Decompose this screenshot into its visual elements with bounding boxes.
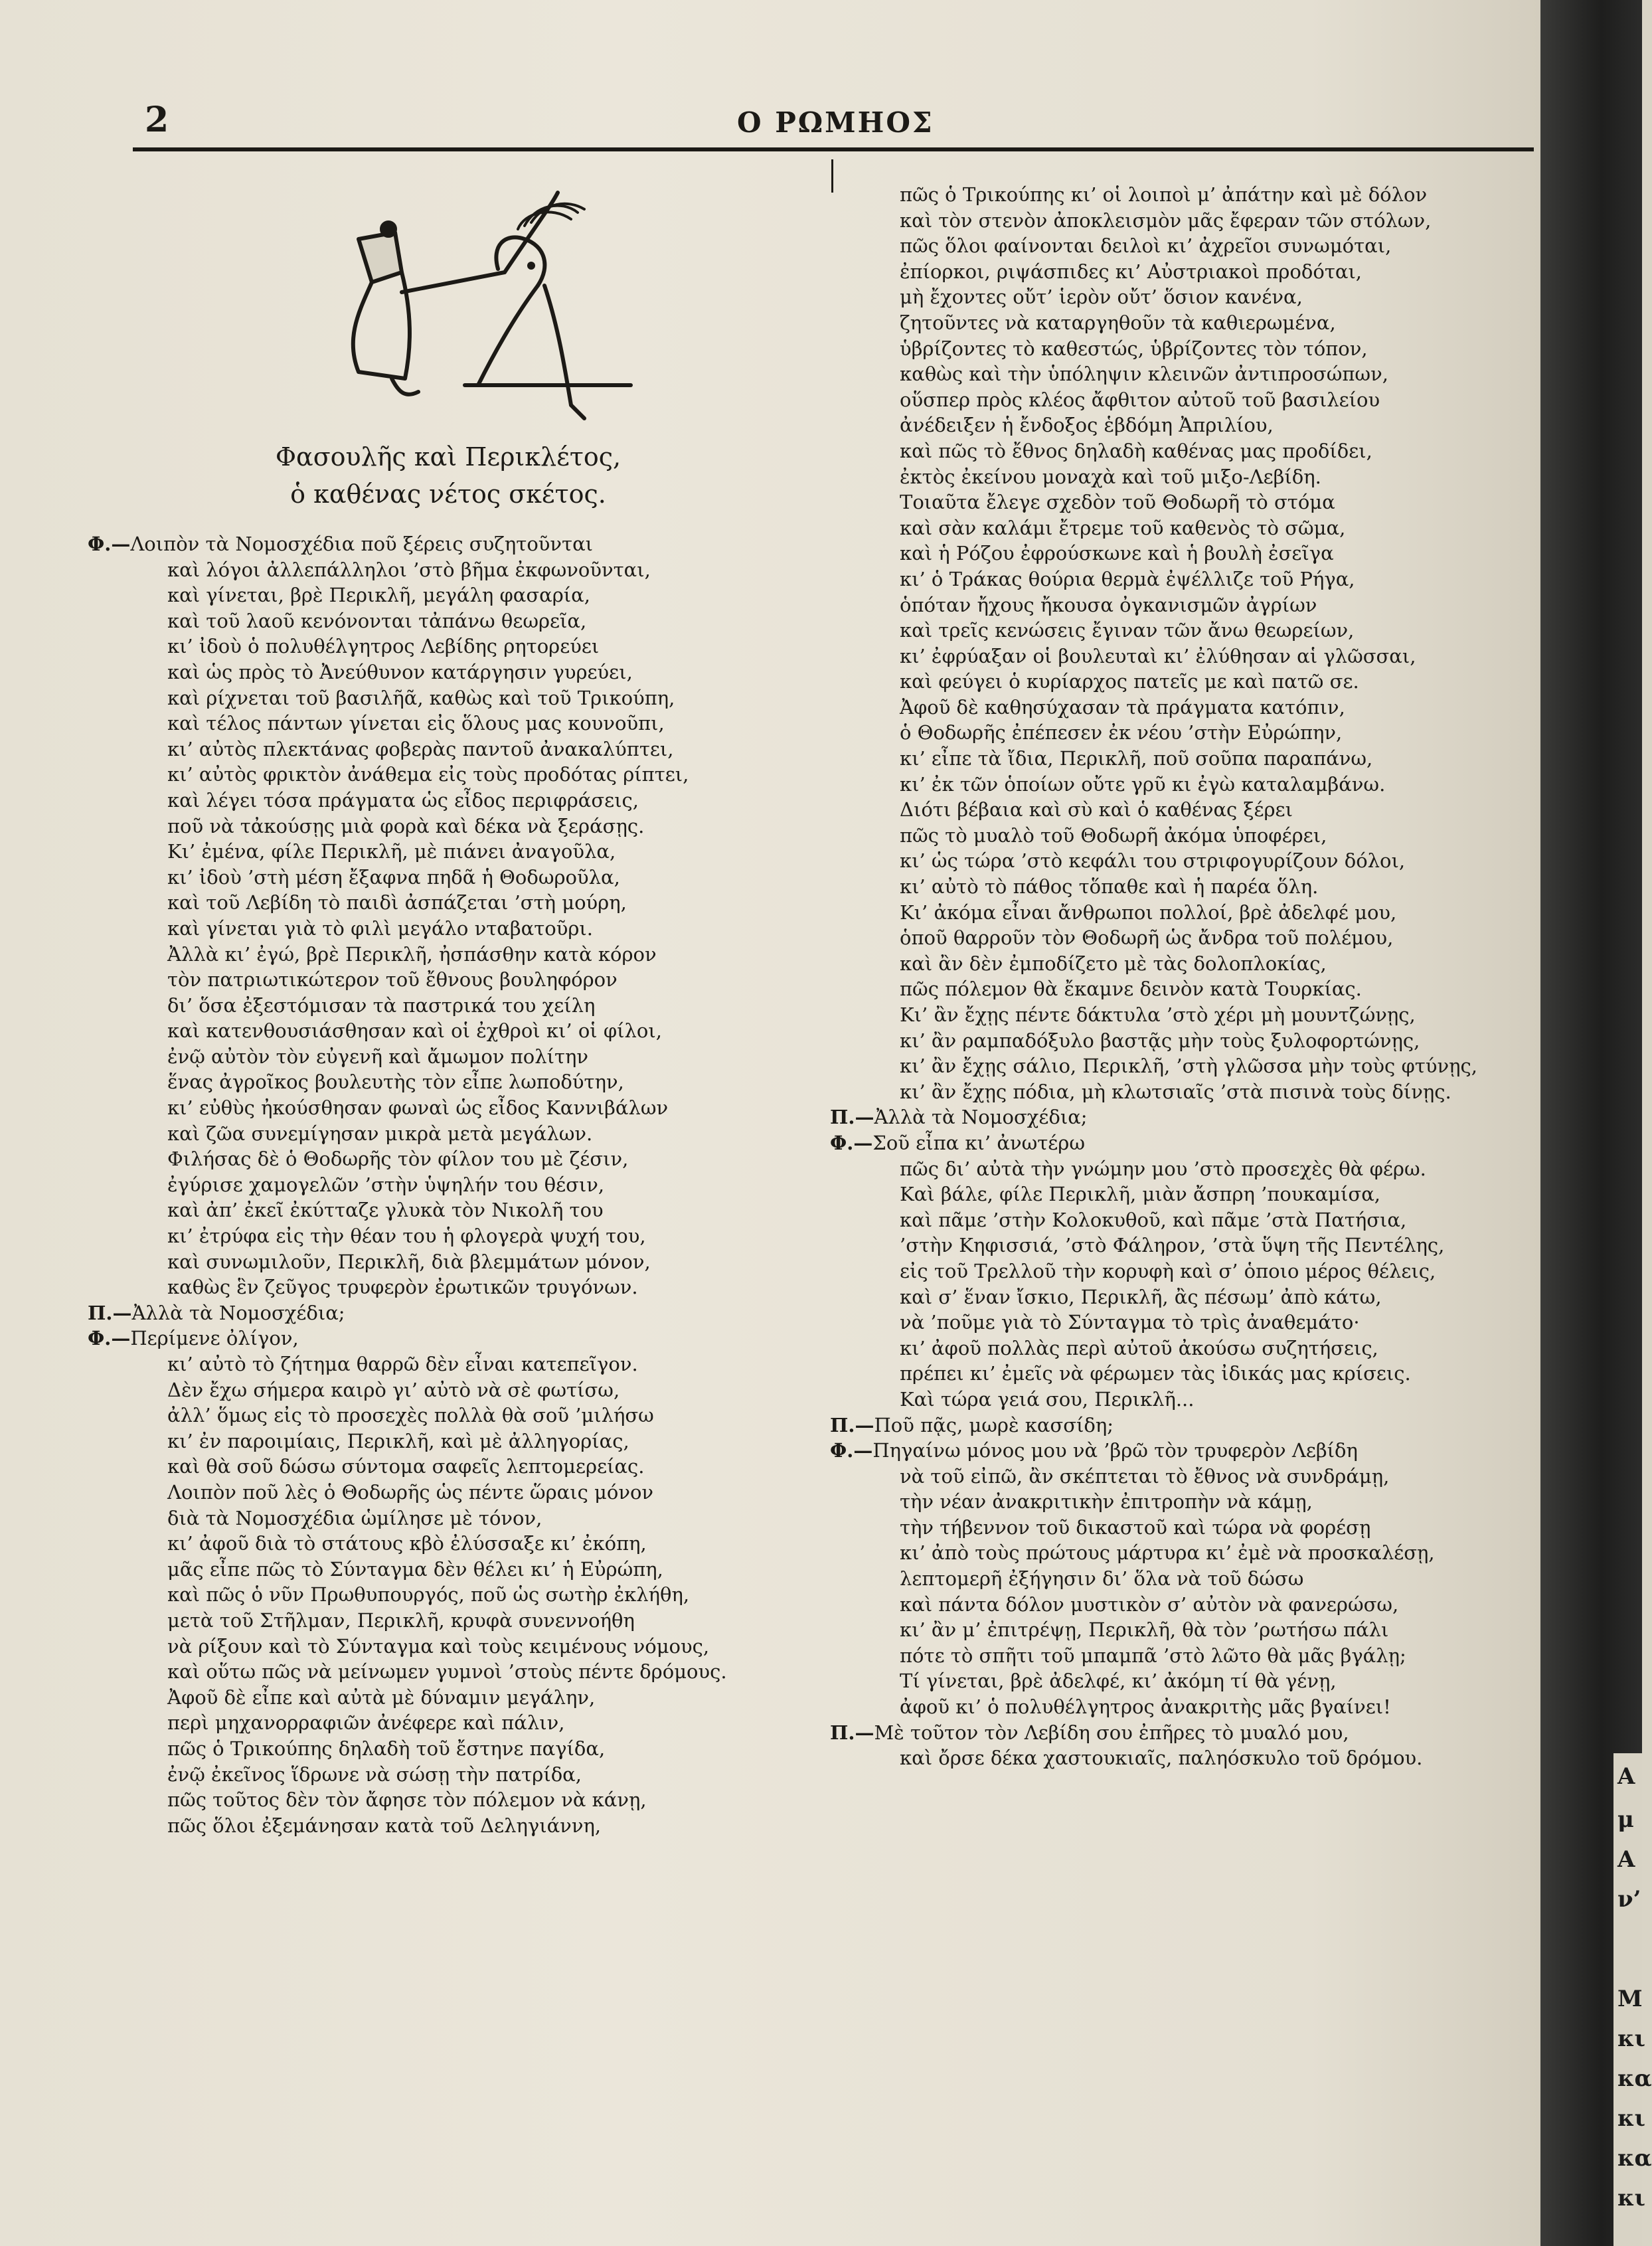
verse-line bbox=[830, 669, 1477, 695]
verse-line bbox=[830, 1181, 1477, 1207]
verse-line bbox=[88, 1506, 727, 1531]
verse-line bbox=[88, 608, 727, 634]
verse-line bbox=[830, 1002, 1477, 1028]
verse-text: ἐκτὸς ἐκείνου μοναχὰ καὶ τοῦ μιξο-Λεβίδη. bbox=[900, 465, 1321, 488]
verse-text: κι’ ὡς τώρα ’στὸ κεφάλι του στριφογυρίζουν δόλοι, bbox=[900, 849, 1406, 873]
verse-text: κι’ ἂν ἔχῃς σάλιο, Περικλῆ, ’στὴ γλῶσσα μὴν τοὺς φτύνῃς, bbox=[900, 1055, 1477, 1078]
verse-line bbox=[88, 1351, 727, 1377]
verse-text: μᾶς εἶπε πῶς τὸ Σύνταγμα δὲν θέλει κι’ ἡ Εὐρώπη, bbox=[167, 1557, 663, 1581]
speaker-label: Π.— bbox=[88, 1301, 132, 1324]
verse-text: ὁπόταν ἤχους ἤκουσα ὀγκανισμῶν ἀγρίων bbox=[900, 593, 1317, 616]
verse-line bbox=[830, 772, 1477, 798]
verse-text: ὁποῦ θαρροῦν τὸν Θοδωρῆ ὡς ἄνδρα τοῦ πολέμου, bbox=[900, 926, 1394, 950]
verse-line bbox=[830, 259, 1477, 285]
verse-text: Ποῦ πᾷς, μωρὲ κασσίδη; bbox=[874, 1413, 1114, 1436]
verse-line bbox=[830, 1233, 1477, 1258]
verse-line bbox=[830, 618, 1477, 644]
verse-text: πῶς δι’ αὐτὰ τὴν γνώμην μου ’στὸ προσεχὲς θὰ φέρω. bbox=[900, 1157, 1426, 1180]
verse-line bbox=[830, 1566, 1477, 1592]
verse-line bbox=[830, 566, 1477, 592]
verse-line bbox=[830, 1156, 1477, 1182]
verse-line bbox=[88, 1557, 727, 1583]
verse-text: καὶ τέλος πάντων γίνεται εἰς ὅλους μας κουνοῦπι, bbox=[167, 712, 665, 735]
left-column bbox=[88, 531, 727, 1838]
verse-line bbox=[88, 942, 727, 968]
verse-line bbox=[830, 1207, 1477, 1233]
verse-line bbox=[830, 1438, 1477, 1464]
verse-text: καὶ ὡς πρὸς τὸ Ἀνεύθυνον κατάργησιν γυρεύει, bbox=[167, 660, 633, 683]
verse-text: νὰ τοῦ εἰπῶ, ἂν σκέπτεται τὸ ἔθνος νὰ συνδράμῃ, bbox=[900, 1464, 1390, 1488]
verse-line bbox=[830, 208, 1477, 234]
edge-fragment: κι bbox=[1617, 2026, 1645, 2052]
verse-line bbox=[830, 1130, 1477, 1156]
verse-text: κι’ ἂν ραμπαδόξυλο βαστᾷς μὴν τοὺς ξυλοφορτώνῃς, bbox=[900, 1029, 1420, 1052]
verse-text: κι’ αὐτὸς πλεκτάνας φοβερὰς παντοῦ ἀνακαλύπτει, bbox=[167, 737, 674, 760]
verse-line bbox=[88, 967, 727, 993]
verse-text: κι’ ἂν μ’ ἐπιτρέψῃ, Περικλῆ, θὰ τὸν ’ρωτήσω πάλι bbox=[900, 1618, 1389, 1642]
verse-line bbox=[88, 1428, 727, 1454]
verse-text: καὶ κατενθουσιάσθησαν καὶ οἱ ἐχθροὶ κι’ οἱ φίλοι, bbox=[167, 1019, 662, 1043]
verse-line bbox=[830, 233, 1477, 259]
verse-line bbox=[830, 1387, 1477, 1413]
verse-text: Φιλήσας δὲ ὁ Θοδωρῆς τὸν φίλον του μὲ ζέσιν, bbox=[167, 1148, 629, 1171]
verse-text: Δὲν ἔχω σήμερα καιρὸ γι’ αὐτὸ νὰ σὲ φωτίσω, bbox=[167, 1378, 620, 1401]
verse-text: πῶς ὁ Τρικούπης δηλαδὴ τοῦ ἔστηνε παγίδα, bbox=[167, 1737, 606, 1760]
verse-line bbox=[830, 1336, 1477, 1361]
verse-text: Λοιπὸν τὰ Νομοσχέδια ποῦ ξέρεις συζητοῦνται bbox=[130, 533, 594, 555]
verse-text: καθὼς ἓν ζεῦγος τρυφερὸν ἐρωτικῶν τρυγόνων. bbox=[167, 1276, 638, 1299]
verse-line bbox=[88, 814, 727, 839]
edge-fragment: κι bbox=[1617, 2105, 1645, 2132]
right-column bbox=[830, 182, 1477, 1771]
verse-line bbox=[830, 951, 1477, 977]
verse-line bbox=[88, 531, 727, 557]
speaker-label: Π.— bbox=[830, 1721, 874, 1744]
speaker-label: Π.— bbox=[830, 1413, 874, 1436]
verse-text: Τί γίνεται, βρὲ ἀδελφέ, κι’ ἀκόμη τί θὰ γένῃ, bbox=[900, 1670, 1337, 1693]
verse-text: Λοιπὸν ποῦ λὲς ὁ Θοδωρῆς ὡς πέντε ὥραις μόνον bbox=[167, 1480, 654, 1504]
verse-text: κι’ αὐτὸ τὸ ζήτημα θαρρῶ δὲν εἶναι κατεπεῖγον. bbox=[167, 1353, 638, 1375]
verse-text: Πηγαίνω μόνος μου νὰ ’βρῶ τὸν τρυφερὸν Λεβίδη bbox=[872, 1439, 1358, 1462]
verse-line bbox=[88, 1685, 727, 1711]
verse-line bbox=[88, 1582, 727, 1608]
verse-line bbox=[88, 1377, 727, 1403]
verse-text: Διότι βέβαια καὶ σὺ καὶ ὁ καθένας ξέρει bbox=[900, 798, 1293, 821]
verse-line bbox=[88, 1095, 727, 1121]
speaker-label: Π.— bbox=[830, 1106, 874, 1129]
verse-line bbox=[830, 438, 1477, 464]
verse-text: ἐνῷ ἐκεῖνος ἵδρωνε νὰ σώσῃ τὴν πατρίδα, bbox=[167, 1763, 582, 1786]
verse-text: μετὰ τοῦ Στῆλμαν, Περικλῆ, κρυφὰ συνεννοήθη bbox=[167, 1608, 635, 1632]
verse-text: ζητοῦντες νὰ καταργηθοῦν τὰ καθιερωμένα, bbox=[900, 311, 1336, 334]
verse-line bbox=[88, 736, 727, 762]
verse-line bbox=[88, 839, 727, 865]
verse-line bbox=[830, 1720, 1477, 1746]
verse-line bbox=[88, 582, 727, 608]
verse-text: ὑβρίζοντες τὸ καθεστώς, ὑβρίζοντες τὸν τόπον, bbox=[900, 337, 1368, 360]
verse-text: λεπτομερῆ ἐξήγησιν δι’ ὅλα νὰ τοῦ δώσω bbox=[900, 1567, 1304, 1591]
verse-text: καὶ πῶς ὁ νῦν Πρωθυπουργός, ποῦ ὡς σωτὴρ ἐκλήθη, bbox=[167, 1583, 690, 1606]
verse-line bbox=[830, 1079, 1477, 1105]
verse-line bbox=[88, 659, 727, 685]
verse-line bbox=[830, 1258, 1477, 1284]
verse-line bbox=[88, 1480, 727, 1506]
verse-text: νὰ ’ποῦμε γιὰ τὸ Σύνταγμα τὸ τρὶς ἀναθεμάτο· bbox=[900, 1311, 1360, 1334]
verse-text: Κι’ ἐμένα, φίλε Περικλῆ, μὲ πιάνει ἀναγοῦλα, bbox=[167, 840, 616, 863]
verse-line bbox=[830, 1028, 1477, 1054]
verse-line bbox=[830, 489, 1477, 515]
verse-text: ἐνῷ αὐτὸν τὸν εὐγενῆ καὶ ἄμωμον πολίτην bbox=[167, 1045, 589, 1068]
speaker-label: Φ.— bbox=[88, 533, 131, 555]
verse-line bbox=[830, 1053, 1477, 1079]
verse-text: πῶς ὅλοι φαίνονται δειλοὶ κι’ ἀχρεῖοι συνωμόται, bbox=[900, 234, 1392, 258]
edge-fragment: ν’ bbox=[1617, 1886, 1641, 1913]
verse-text: δι’ ὅσα ἐξεστόμισαν τὰ παστρικά του χείλη bbox=[167, 993, 596, 1017]
verse-text: καὶ ζῶα συνεμίγησαν μικρὰ μετὰ μεγάλων. bbox=[167, 1122, 593, 1145]
verse-line bbox=[830, 823, 1477, 849]
verse-line bbox=[88, 1121, 727, 1147]
verse-line bbox=[830, 848, 1477, 874]
verse-line bbox=[830, 1540, 1477, 1566]
verse-text: Σοῦ εἶπα κι’ ἀνωτέρω bbox=[872, 1131, 1085, 1154]
verse-line bbox=[830, 746, 1477, 772]
verse-line bbox=[830, 644, 1477, 669]
verse-line bbox=[830, 361, 1477, 387]
verse-text: καὶ λόγοι ἀλλεπάλληλοι ’στὸ βῆμα ἐκφωνοῦνται, bbox=[167, 558, 651, 581]
verse-text: Περίμενε ὀλίγον, bbox=[130, 1327, 299, 1350]
cartoon-caption bbox=[259, 438, 637, 513]
verse-text: κι’ αὐτὸ τὸ πάθος τὅπαθε καὶ ἡ παρέα ὅλη. bbox=[900, 875, 1319, 899]
verse-text: κι’ ἀφοῦ διὰ τὸ στάτους κβὸ ἐλύσσαξε κι’ ἐκόπη, bbox=[167, 1532, 647, 1555]
newspaper-title: Ο ΡΩΜΗΟΣ bbox=[737, 106, 934, 139]
verse-line bbox=[88, 762, 727, 788]
verse-text: κι’ ἀφοῦ πολλὰς περὶ αὐτοῦ ἀκούσω συζητήσεις, bbox=[900, 1336, 1378, 1359]
verse-line bbox=[88, 1326, 727, 1351]
verse-line bbox=[830, 695, 1477, 721]
verse-text: καὶ ρίχνεται τοῦ βασιλῆᾶ, καθὼς καὶ τοῦ Τρικούπη, bbox=[167, 686, 675, 709]
verse-line bbox=[830, 976, 1477, 1002]
verse-text: διὰ τὰ Νομοσχέδια ὡμίλησε μὲ τόνον, bbox=[167, 1506, 542, 1529]
verse-text: ἐγύρισε χαμογελῶν ’στὴν ὑψηλήν του θέσιν, bbox=[167, 1173, 605, 1196]
verse-line bbox=[88, 685, 727, 711]
verse-line bbox=[830, 310, 1477, 336]
verse-text: κι’ ἰδοὺ ’στὴ μέση ἔξαφνα πηδᾶ ἡ Θοδωροῦλα, bbox=[167, 865, 620, 889]
verse-line bbox=[88, 1044, 727, 1070]
verse-line bbox=[88, 1659, 727, 1685]
verse-text: οὕσπερ πρὸς κλέος ἄφθιτον αὐτοῦ τοῦ βασιλείου bbox=[900, 388, 1380, 411]
verse-line bbox=[88, 1146, 727, 1172]
verse-line bbox=[830, 1592, 1477, 1618]
verse-text: καὶ ἂν δὲν ἐμποδίζετο μὲ τὰς δολοπλοκίας, bbox=[900, 952, 1327, 975]
edge-fragment: μ bbox=[1617, 1806, 1634, 1833]
verse-text: καὶ γίνεται, βρὲ Περικλῆ, μεγάλη φασαρία, bbox=[167, 584, 590, 607]
verse-text: τὸν πατριωτικώτερον τοῦ ἔθνους βουληφόρον bbox=[167, 968, 618, 992]
verse-line bbox=[88, 1787, 727, 1813]
verse-text: πῶς τοῦτος δὲν τὸν ἄφησε τὸν πόλεμον νὰ κάνῃ, bbox=[167, 1788, 647, 1812]
verse-text: καὶ γίνεται γιὰ τὸ φιλὶ μεγάλο νταβατοῦρι. bbox=[167, 916, 593, 940]
verse-line bbox=[830, 1104, 1477, 1130]
verse-line bbox=[88, 557, 727, 583]
speaker-label: Φ.— bbox=[830, 1439, 873, 1462]
verse-line bbox=[88, 865, 727, 891]
verse-text: κι’ ἀπὸ τοὺς πρώτους μάρτυρα κι’ ἐμὲ νὰ προσκαλέσῃ, bbox=[900, 1541, 1435, 1565]
verse-line bbox=[830, 284, 1477, 310]
verse-text: ἕνας ἀγροῖκος βουλευτὴς τὸν εἶπε λωποδύτην, bbox=[167, 1071, 624, 1094]
verse-text: καὶ ἡ Ρόζου ἐφρούσκωνε καὶ ἡ βουλὴ ἐσεῖγα bbox=[900, 542, 1334, 565]
verse-line bbox=[830, 1617, 1477, 1643]
verse-text: κι’ εὐθὺς ἠκούσθησαν φωναὶ ὡς εἶδος Καννιβάλων bbox=[167, 1096, 669, 1120]
edge-fragment: Α bbox=[1617, 1763, 1635, 1790]
verse-line bbox=[88, 1018, 727, 1044]
verse-text: νὰ ρίξουν καὶ τὸ Σύνταγμα καὶ τοὺς κειμένους νόμους, bbox=[167, 1634, 710, 1658]
verse-line bbox=[830, 1489, 1477, 1515]
verse-line bbox=[88, 1274, 727, 1300]
verse-text: καὶ τὸν στενὸν ἀποκλεισμὸν μᾶς ἔφεραν τῶν στόλων, bbox=[900, 209, 1432, 232]
verse-line bbox=[830, 925, 1477, 951]
verse-line bbox=[830, 182, 1477, 208]
caption-line-1: Φασουλῆς καὶ Περικλέτος, bbox=[275, 442, 621, 472]
verse-text: ὁ Θοδωρῆς ἐπέπεσεν ἐκ νέου ’στὴν Εὐρώπην, bbox=[900, 721, 1343, 744]
verse-line bbox=[88, 1223, 727, 1249]
verse-line bbox=[88, 1172, 727, 1198]
verse-line bbox=[830, 592, 1477, 618]
verse-text: περὶ μηχανορραφιῶν ἀνέφερε καὶ πάλιν, bbox=[167, 1711, 565, 1735]
verse-line bbox=[88, 1197, 727, 1223]
verse-text: εἰς τοῦ Τρελλοῦ τὴν κορυφὴ καὶ σ’ ὁποιο μέρος θέλεις, bbox=[900, 1259, 1436, 1282]
verse-text: καὶ θὰ σοῦ δώσω σύντομα σαφεῖς λεπτομερείας. bbox=[167, 1455, 645, 1478]
verse-text: τὴν τήβεννον τοῦ δικαστοῦ καὶ τώρα νὰ φορέσῃ bbox=[900, 1515, 1371, 1539]
verse-text: κι’ ἐτρύφα εἰς τὴν θέαν του ἡ φλογερὰ ψυχή του, bbox=[167, 1225, 646, 1248]
verse-text: καὶ τοῦ λαοῦ κενόνονται τἀπάνω θεωρεῖα, bbox=[167, 609, 587, 632]
verse-text: Τοιαῦτα ἔλεγε σχεδὸν τοῦ Θοδωρῆ τὸ στόμα bbox=[900, 491, 1335, 514]
verse-line bbox=[830, 900, 1477, 926]
verse-text: καὶ συνωμιλοῦν, Περικλῆ, διὰ βλεμμάτων μόνον, bbox=[167, 1250, 651, 1273]
verse-text: ποῦ νὰ τἀκούσῃς μιὰ φορὰ καὶ δέκα νὰ ξεράσῃς. bbox=[167, 814, 645, 837]
verse-line bbox=[830, 1668, 1477, 1694]
verse-line bbox=[830, 464, 1477, 490]
verse-line bbox=[830, 1745, 1477, 1771]
verse-text: ἀφοῦ κι’ ὁ πολυθέλγητρος ἀνακριτὴς μᾶς βγαίνει! bbox=[900, 1695, 1391, 1719]
verse-line bbox=[88, 1608, 727, 1634]
page-number: 2 bbox=[145, 100, 169, 140]
verse-text: πῶς ὁ Τρικούπης κι’ οἱ λοιποὶ μ’ ἀπάτην καὶ μὲ δόλον bbox=[900, 183, 1428, 206]
verse-text: πότε τὸ σπῆτι τοῦ μπαμπᾶ ’στὸ λῶτο θὰ μᾶς βγάλῃ; bbox=[900, 1644, 1406, 1667]
verse-text: κι’ ἐφρύαξαν οἱ βουλευταὶ κι’ ἐλύθησαν αἱ γλῶσσαι, bbox=[900, 644, 1416, 667]
verse-line bbox=[88, 1813, 727, 1839]
edge-fragment: κα bbox=[1617, 2065, 1652, 2092]
edge-fragment: Μ bbox=[1617, 1986, 1643, 2012]
verse-text: κι’ ἂν ἔχῃς πόδια, μὴ κλωτσιαῖς ’στὰ πισινὰ τοὺς δίνῃς. bbox=[900, 1080, 1451, 1103]
verse-line bbox=[830, 1643, 1477, 1669]
caption-line-2: ὁ καθένας νέτος σκέτος. bbox=[290, 479, 606, 509]
verse-text: πρέπει κι’ ἐμεῖς νὰ φέρωμεν τὰς ἰδικάς μας κρίσεις. bbox=[900, 1362, 1411, 1385]
verse-line bbox=[88, 1531, 727, 1557]
verse-line bbox=[830, 874, 1477, 900]
verse-line bbox=[88, 890, 727, 916]
verse-text: καθὼς καὶ τὴν ὑπόληψιν κλεινῶν ἀντιπροσώπων, bbox=[900, 363, 1388, 386]
verse-line bbox=[830, 515, 1477, 541]
verse-text: κι’ ἐν παροιμίαις, Περικλῆ, καὶ μὲ ἀλληγορίας, bbox=[167, 1429, 629, 1452]
verse-line bbox=[88, 1249, 727, 1275]
edge-fragment: Α bbox=[1617, 1846, 1635, 1873]
verse-text: ἀνέδειξεν ἡ ἔνδοξος ἑβδόμη Ἀπριλίου, bbox=[900, 414, 1274, 437]
verse-text: καὶ λέγει τόσα πράγματα ὡς εἶδος περιφράσεις, bbox=[167, 788, 639, 812]
verse-text: Καὶ τώρα γειά σου, Περικλῆ... bbox=[900, 1387, 1195, 1411]
verse-text: Ἀλλὰ κι’ ἐγώ, βρὲ Περικλῆ, ἠσπάσθην κατὰ κόρον bbox=[167, 942, 657, 966]
verse-line bbox=[88, 634, 727, 659]
verse-line bbox=[88, 1762, 727, 1788]
header-rule bbox=[133, 147, 1534, 151]
verse-line bbox=[830, 1310, 1477, 1336]
verse-line bbox=[88, 916, 727, 942]
verse-text: καὶ πῶς τὸ ἔθνος δηλαδὴ καθένας μας προδίδει, bbox=[900, 439, 1372, 462]
edge-fragment: κι bbox=[1617, 2185, 1645, 2211]
verse-text: ἐπίορκοι, ριψάσπιδες κι’ Αὐστριακοὶ προδόται, bbox=[900, 260, 1363, 283]
verse-text: μὴ ἔχοντες οὔτ’ ἱερὸν οὔτ’ ὅσιον κανένα, bbox=[900, 286, 1303, 309]
verse-text: ἀλλ’ ὅμως εἰς τὸ προσεχὲς πολλὰ θὰ σοῦ ’μιλήσω bbox=[167, 1404, 654, 1427]
verse-text: Καὶ βάλε, φίλε Περικλῆ, μιὰν ἄσπρη ’πουκαμίσα, bbox=[900, 1183, 1380, 1206]
verse-text: καὶ οὕτω πῶς νὰ μείνωμεν γυμνοὶ ’στοὺς πέντε δρόμους. bbox=[167, 1660, 727, 1684]
verse-text: καὶ τοῦ Λεβίδη τὸ παιδὶ ἀσπάζεται ’στὴ μούρη, bbox=[167, 891, 627, 914]
verse-text: πῶς πόλεμον θὰ ἔκαμνε δεινὸν κατὰ Τουρκίας. bbox=[900, 978, 1362, 1001]
verse-text: καὶ σ’ ἕναν ἴσκιο, Περικλῆ, ἂς πέσωμ’ ἀπὸ κάτω, bbox=[900, 1285, 1382, 1308]
verse-text: καὶ πᾶμε ’στὴν Κολοκυθοῦ, καὶ πᾶμε ’στὰ Πατήσια, bbox=[900, 1208, 1407, 1231]
verse-text: Ἀλλὰ τὰ Νομοσχέδια; bbox=[131, 1301, 345, 1324]
verse-line bbox=[830, 1413, 1477, 1438]
speaker-label: Φ.— bbox=[88, 1327, 131, 1350]
verse-line bbox=[88, 788, 727, 814]
verse-line bbox=[88, 1634, 727, 1660]
verse-text: καὶ φεύγει ὁ κυρίαρχος πατεῖς με καὶ πατῶ σε. bbox=[900, 670, 1359, 693]
verse-line bbox=[830, 412, 1477, 438]
verse-text: καὶ ἀπ’ ἐκεῖ ἐκύτταζε γλυκὰ τὸν Νικολῆ του bbox=[167, 1199, 604, 1222]
verse-text: κι’ αὐτὸς φρικτὸν ἀνάθεμα εἰς τοὺς προδότας ρίπτει, bbox=[167, 763, 689, 786]
verse-text: πῶς τὸ μυαλὸ τοῦ Θοδωρῆ ἀκόμα ὑποφέρει, bbox=[900, 823, 1327, 847]
verse-line bbox=[88, 1300, 727, 1326]
verse-line bbox=[830, 1361, 1477, 1387]
verse-text: πῶς ὅλοι ἐξεμάνησαν κατὰ τοῦ Δεληγιάννη, bbox=[167, 1814, 602, 1837]
verse-text: Ἀλλὰ τὰ Νομοσχέδια; bbox=[874, 1106, 1088, 1129]
verse-line bbox=[88, 1069, 727, 1095]
verse-text: καὶ τρεῖς κενώσεις ἔγιναν τῶν ἄνω θεωρείων, bbox=[900, 619, 1355, 642]
verse-text: καὶ σὰν καλάμι ἔτρεμε τοῦ καθενὸς τὸ σῶμα, bbox=[900, 516, 1346, 539]
verse-line bbox=[88, 711, 727, 736]
verse-text: Κι’ ἀκόμα εἶναι ἄνθρωποι πολλοί, βρὲ ἀδελφέ μου, bbox=[900, 901, 1397, 924]
verse-line bbox=[830, 336, 1477, 362]
verse-line bbox=[830, 1464, 1477, 1490]
verse-line bbox=[830, 1515, 1477, 1541]
verse-line bbox=[88, 1454, 727, 1480]
verse-text: Κι’ ἂν ἔχῃς πέντε δάκτυλα ’στὸ χέρι μὴ μουντζώνῃς, bbox=[900, 1003, 1416, 1026]
verse-text: καὶ ὄρσε δέκα χαστουκιαῖς, παληόσκυλο τοῦ δρόμου. bbox=[900, 1747, 1423, 1770]
verse-text: κι’ ἰδοὺ ὁ πολυθέλγητρος Λεβίδης ρητορεύει bbox=[167, 635, 600, 658]
verse-text: ’στὴν Κηφισσιά, ’στὸ Φάληρον, ’στὰ ὕψη τῆς Πεντέλης, bbox=[900, 1234, 1445, 1257]
verse-line bbox=[830, 1694, 1477, 1720]
speaker-label: Φ.— bbox=[830, 1131, 873, 1154]
verse-text: Μὲ τοῦτον τὸν Λεβίδη σου ἐπῆρες τὸ μυαλό μου, bbox=[874, 1721, 1349, 1744]
verse-line bbox=[88, 993, 727, 1019]
verse-text: κι’ ὁ Τράκας θούρια θερμὰ ἐψέλλιζε τοῦ Ρήγα, bbox=[900, 567, 1355, 590]
verse-text: τὴν νέαν ἀνακριτικὴν ἐπιτροπὴν νὰ κάμῃ, bbox=[900, 1490, 1313, 1513]
verse-line bbox=[830, 387, 1477, 413]
verse-line bbox=[88, 1710, 727, 1736]
verse-text: Ἀφοῦ δὲ καθησύχασαν τὰ πράγματα κατόπιν, bbox=[900, 695, 1345, 719]
edge-fragment: κα bbox=[1617, 2145, 1652, 2172]
verse-text: Ἀφοῦ δὲ εἶπε καὶ αὐτὰ μὲ δύναμιν μεγάλην, bbox=[167, 1685, 596, 1709]
verse-line bbox=[830, 541, 1477, 566]
verse-line bbox=[830, 797, 1477, 823]
verse-text: κι’ ἐκ τῶν ὁποίων οὔτε γρῦ κι ἐγὼ καταλαμβάνω. bbox=[900, 772, 1386, 796]
verse-line bbox=[88, 1736, 727, 1762]
verse-text: καὶ πάντα δόλον μυστικὸν σ’ αὐτὸν νὰ φανερώσω, bbox=[900, 1593, 1399, 1616]
verse-line bbox=[88, 1403, 727, 1428]
verse-line bbox=[830, 1284, 1477, 1310]
verse-line bbox=[830, 720, 1477, 746]
cartoon-two-figures-icon bbox=[332, 193, 644, 432]
verse-text: κι’ εἶπε τὰ ἴδια, Περικλῆ, ποῦ σοῦπα παραπάνω, bbox=[900, 747, 1373, 770]
